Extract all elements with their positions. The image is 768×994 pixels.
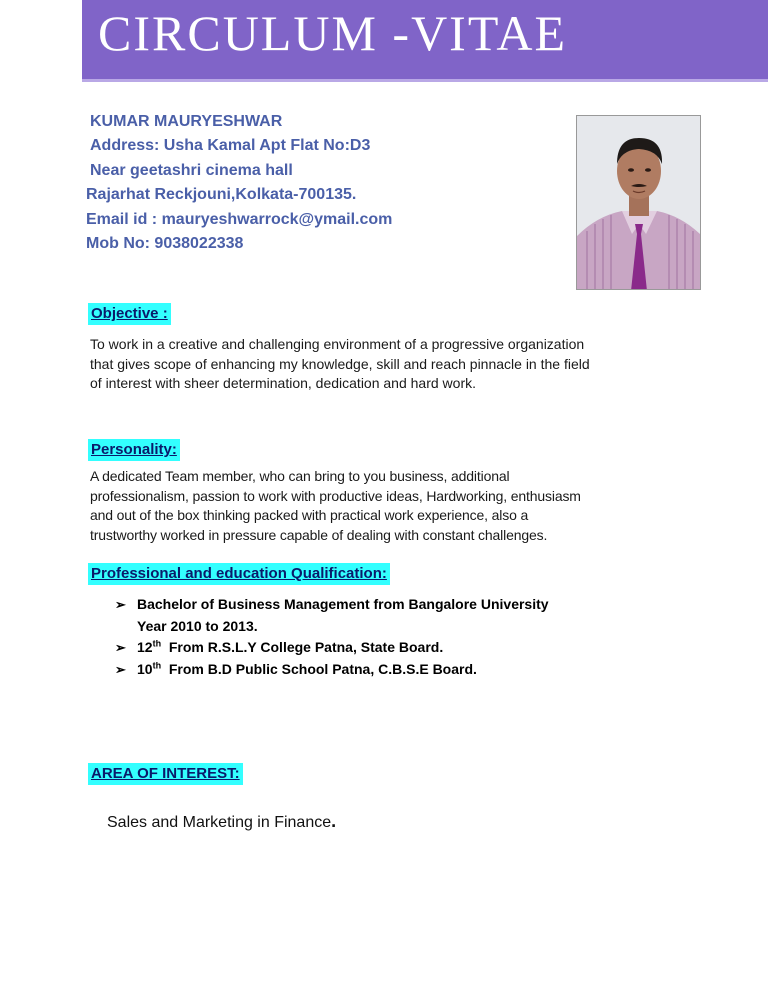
personality-text [90, 467, 690, 545]
objective-line-3: of interest with sheer determination, dedication and hard work. [90, 375, 476, 391]
qualification-10th-number: 10 [137, 660, 153, 677]
interest-value: Sales and Marketing in Finance [107, 814, 332, 831]
personality-line-1: A dedicated Team member, who can bring to you business, additional [90, 468, 510, 484]
address-line-1: Address: Usha Kamal Apt Flat No:D3 [90, 137, 371, 155]
arrow-bullet-icon: ➢ [115, 661, 126, 677]
qualification-12th-number: 12 [137, 639, 153, 655]
list-item [115, 659, 549, 681]
personality-line-2: professionalism, passion to work with productive ideas, Hardworking, enthusiasm [90, 487, 581, 504]
objective-heading: Objective : [88, 303, 171, 325]
email-line: Email id : mauryeshwarrock@ymail.com [86, 210, 393, 228]
personality-line-4: trustworthy worked in pressure capable of dealing with constant challenges. [90, 526, 548, 543]
objective-text [90, 335, 690, 394]
qualification-degree-years: Year 2010 to 2013. [137, 617, 258, 634]
qualification-heading: Professional and education Qualification: [88, 563, 390, 585]
arrow-bullet-icon: ➢ [115, 597, 126, 612]
address-line-2: Near geetashri cinema hall [90, 161, 293, 179]
objective-line-1: To work in a creative and challenging environment of a progressive organization [90, 336, 585, 352]
page-title: CIRCULUM -VITAE [98, 5, 568, 61]
qualification-degree: Bachelor of Business Management from Bangalore University [137, 596, 549, 612]
candidate-name: KUMAR MAURYESHWAR [90, 113, 283, 130]
list-item [115, 637, 549, 659]
personality-heading: Personality: [88, 439, 180, 461]
qualification-12th-suffix: th [152, 638, 162, 649]
interest-heading: AREA OF INTEREST: [88, 763, 243, 785]
interest-text [107, 811, 336, 832]
list-item [115, 594, 549, 637]
qualification-12th-text: From R.S.L.Y College Patna, State Board. [168, 639, 444, 655]
title-banner [82, 0, 768, 82]
qualification-10th-text: From B.D Public School Patna, C.B.S.E Board. [168, 660, 477, 677]
qualification-10th-suffix: th [152, 659, 162, 670]
qualification-list [115, 594, 549, 680]
objective-line-2: that gives scope of enhancing my knowledge, skill and reach pinnacle in the field [90, 355, 590, 372]
personality-line-3: and out of the box thinking packed with practical work experience, also a [90, 507, 529, 523]
address-line-3: Rajarhat Reckjouni,Kolkata-700135. [86, 186, 357, 204]
profile-photo [576, 115, 701, 290]
arrow-bullet-icon: ➢ [115, 640, 126, 655]
mobile-line: Mob No: 9038022338 [86, 235, 244, 253]
contact-block [86, 110, 392, 256]
interest-period: . [331, 811, 337, 831]
profile-photo-portrait [577, 116, 701, 290]
